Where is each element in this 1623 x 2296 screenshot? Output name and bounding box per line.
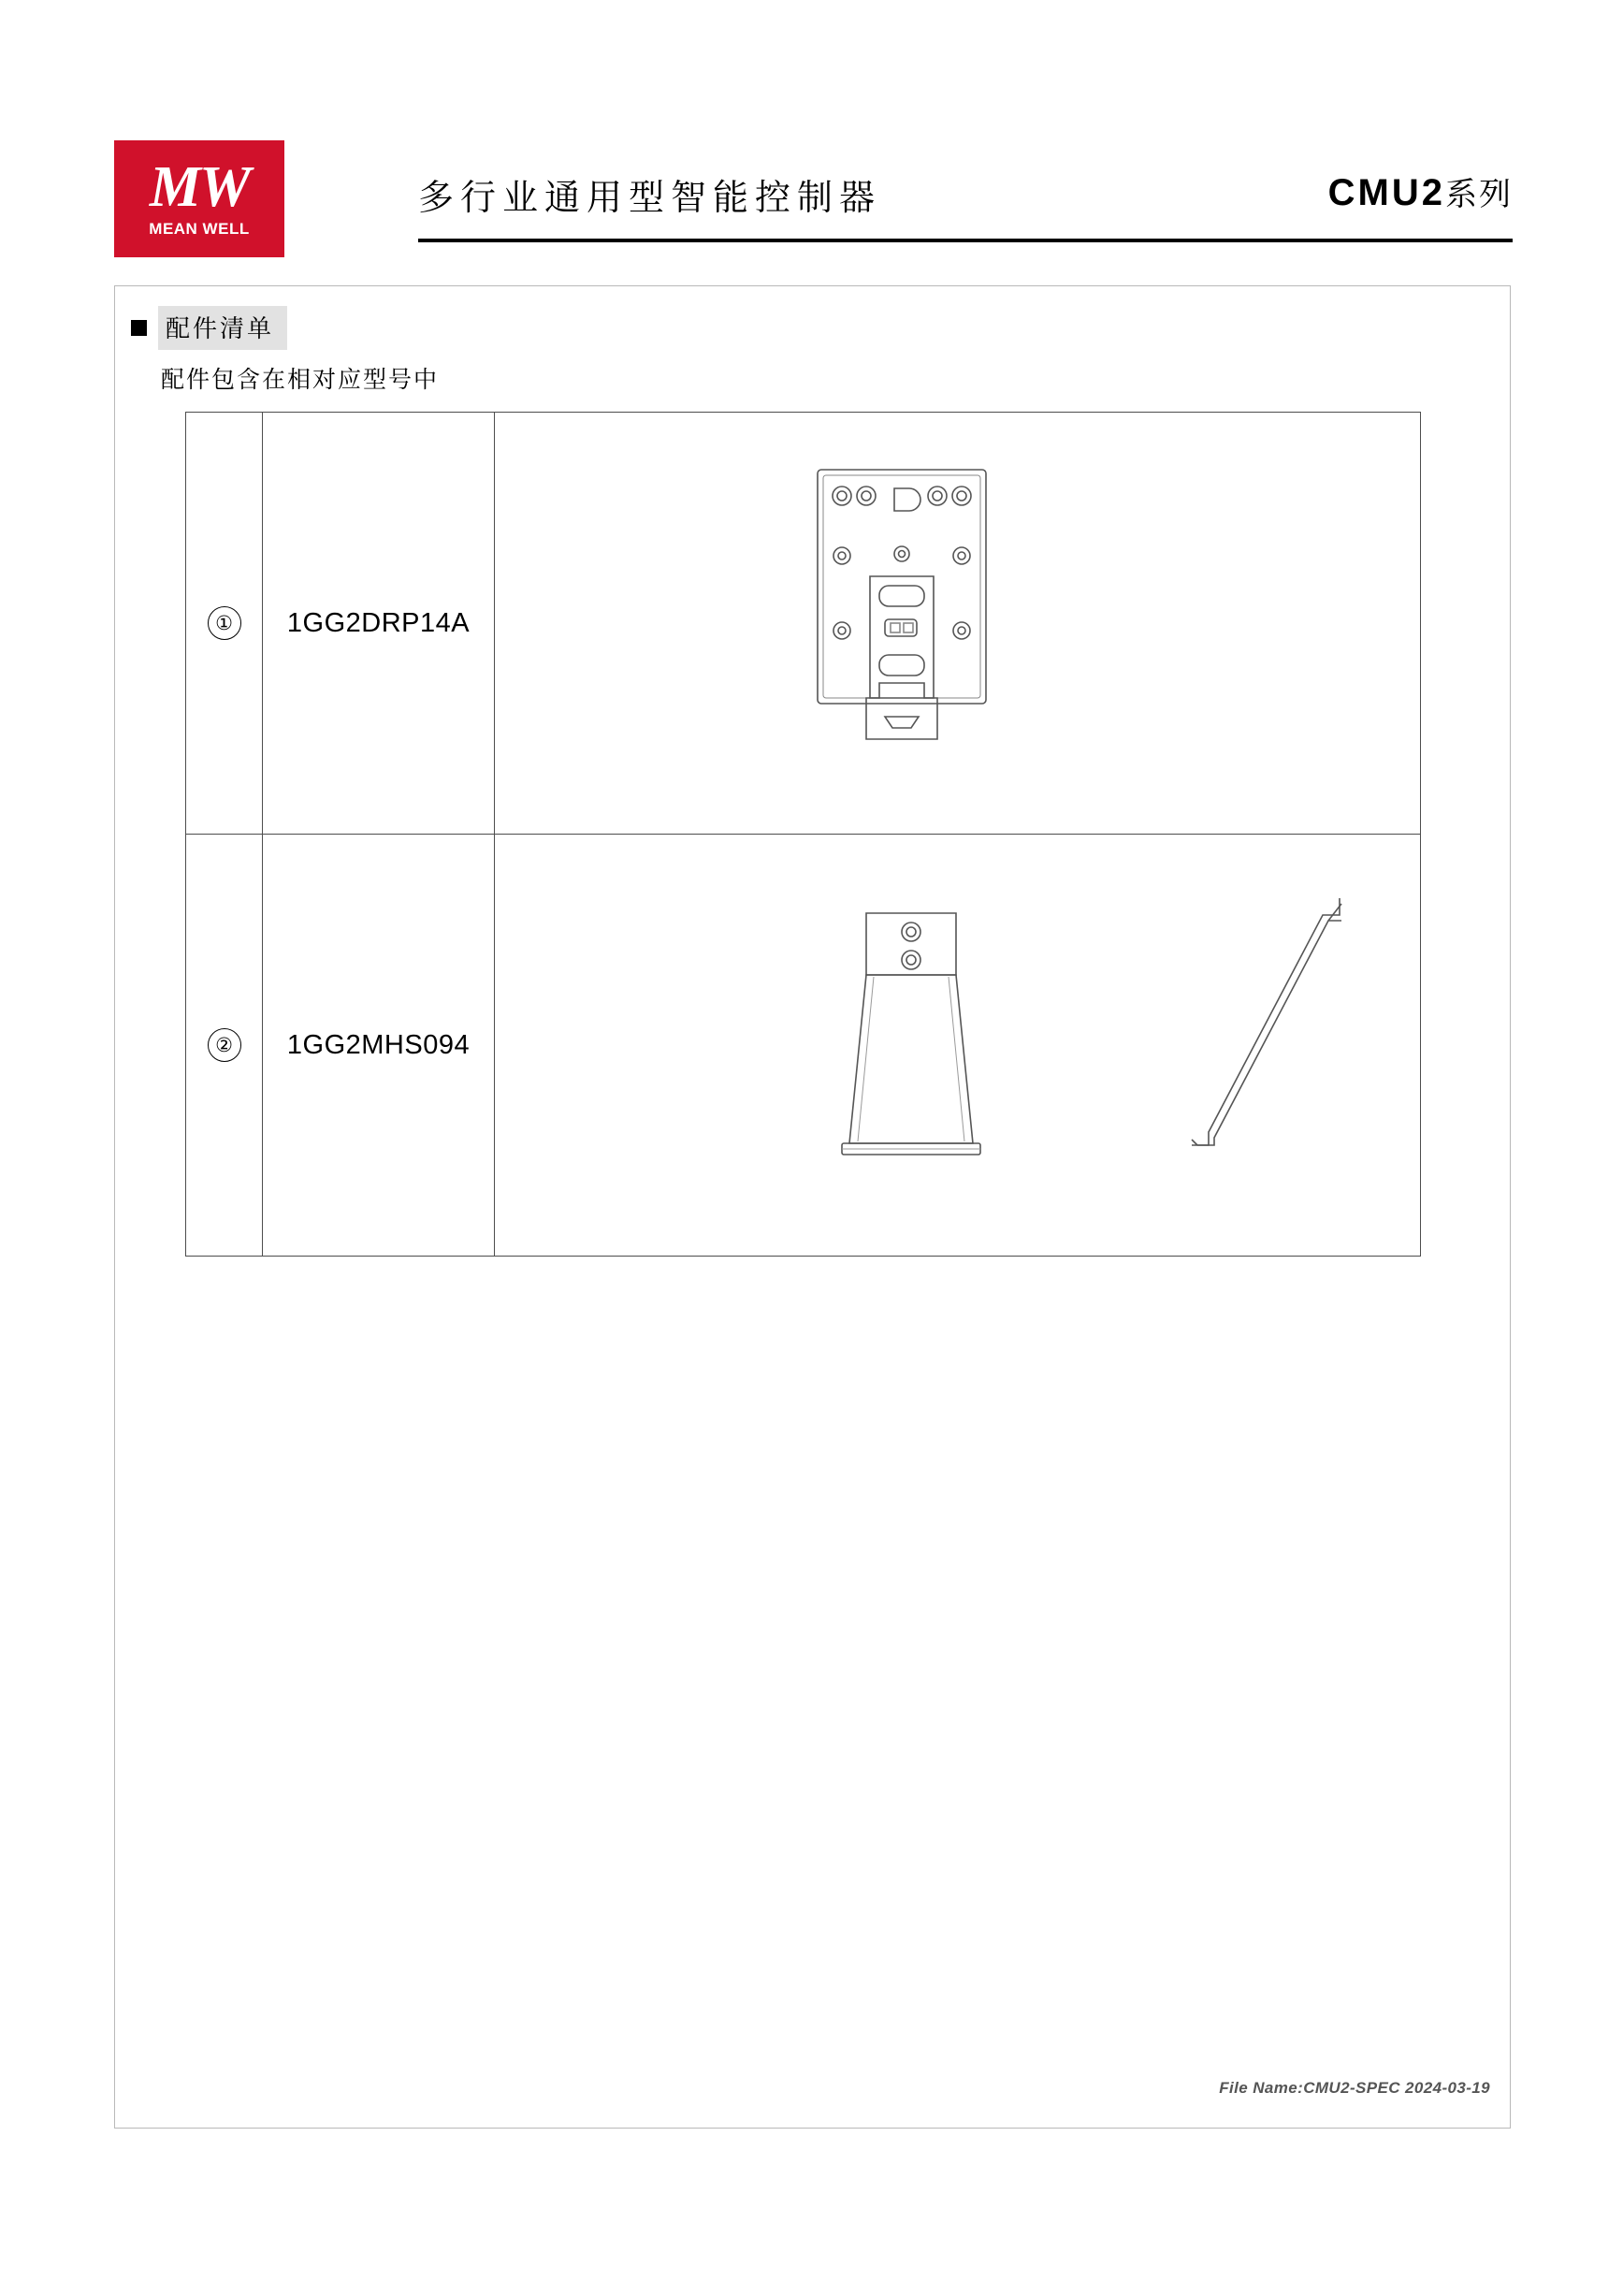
table-row	[186, 835, 1421, 1257]
mounting-bracket-drawing	[537, 891, 1379, 1199]
section-note: 配件包含在相对应型号中	[161, 366, 440, 393]
table-row	[186, 413, 1421, 835]
series-suffix: 系列	[1445, 176, 1513, 213]
row-index-cell	[186, 835, 263, 1257]
row-index-cell	[186, 413, 263, 835]
logo-mark: MW	[149, 154, 250, 219]
accessory-list-table	[185, 412, 1421, 1257]
row-index-badge: ①	[208, 606, 241, 640]
row-model-cell	[263, 413, 495, 835]
section-heading-label: 配件清单	[158, 306, 287, 350]
row-image-cell	[495, 413, 1421, 835]
footer-file-name: File Name:CMU2-SPEC 2024-03-19	[1219, 2079, 1490, 2097]
din-rail-plate-side-drawing	[495, 810, 607, 1128]
square-bullet-icon	[131, 320, 147, 336]
row-index-badge: ②	[208, 1028, 241, 1062]
series-main: CMU2	[1327, 172, 1445, 213]
model-number: 1GG2DRP14A	[286, 607, 471, 638]
page-header	[114, 140, 1513, 257]
document-title: 多行业通用型智能控制器	[418, 177, 882, 218]
section-heading	[131, 309, 287, 346]
row-image-cell	[495, 835, 1421, 1257]
din-rail-plate-drawing	[537, 436, 1379, 810]
meanwell-logo	[114, 140, 284, 257]
logo-name: MEAN WELL	[149, 219, 250, 238]
series-label	[1328, 168, 1513, 214]
model-number: 1GG2MHS094	[286, 1029, 471, 1060]
header-divider	[418, 239, 1513, 242]
row-model-cell	[263, 835, 495, 1257]
